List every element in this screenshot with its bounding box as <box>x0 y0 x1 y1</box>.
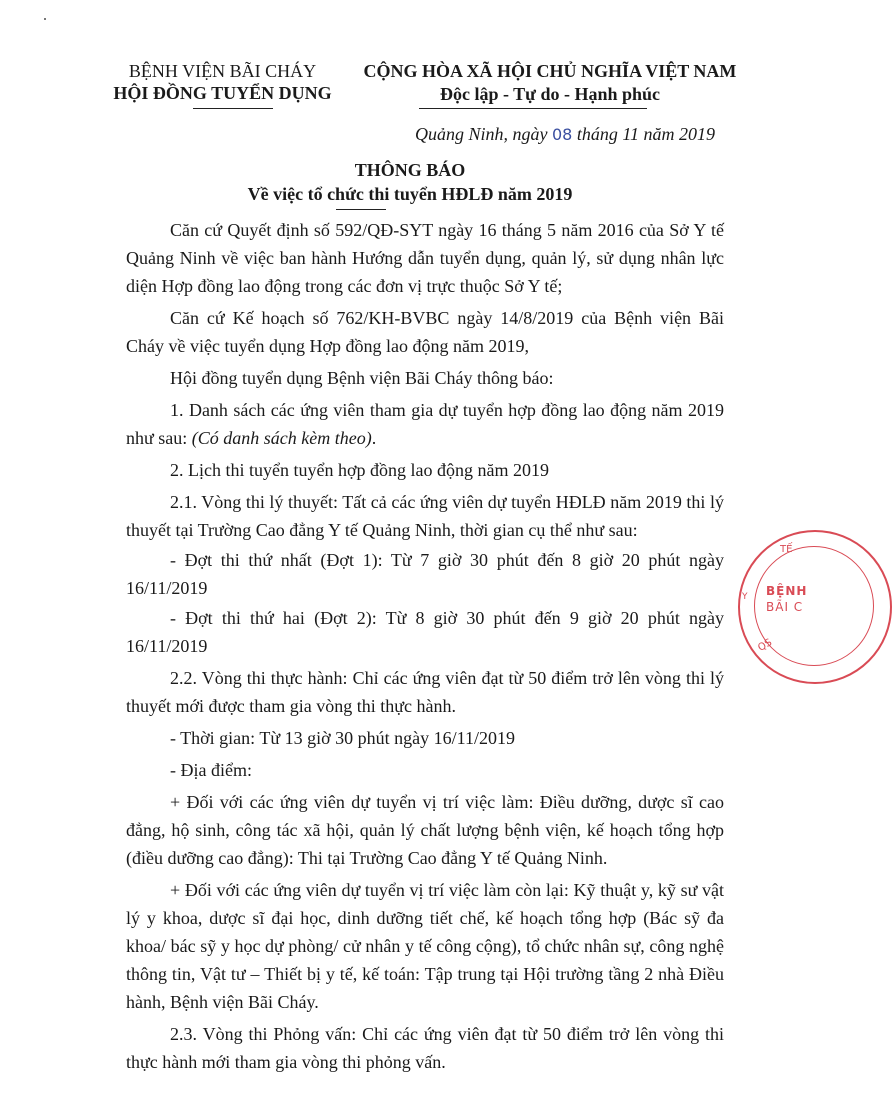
document-body <box>126 216 724 1080</box>
dateline <box>415 124 715 145</box>
seal-text-top: TẾ <box>780 544 793 555</box>
dateline-prefix: Quảng Ninh, ngày <box>415 124 552 144</box>
document-subtitle: Về việc tổ chức thi tuyển HĐLĐ năm 2019 <box>247 184 573 204</box>
paragraph-section-2: 2. Lịch thi tuyển tuyển hợp đồng lao động năm 2019 <box>170 460 549 480</box>
paragraph-section-1 <box>126 396 724 452</box>
paragraph-section-2-2: 2.2. Vòng thi thực hành: Chỉ các ứng viên đạt từ 50 điểm trở lên vòng thi lý thuyết mới được tham gia vòng thi thực hành. <box>126 668 724 716</box>
paragraph-round-2: - Đợt thi thứ hai (Đợt 2): Từ 8 giờ 30 phút đến 9 giờ 20 phút ngày 16/11/2019 <box>126 608 724 656</box>
seal-text-left: Y <box>742 592 748 602</box>
seal-text-line-2: BÃI C <box>766 600 804 614</box>
section-1-italic-note: (Có danh sách kèm theo) <box>191 428 372 448</box>
paragraph-practical-time: - Thời gian: Từ 13 giờ 30 phút ngày 16/11/2019 <box>170 728 515 748</box>
national-motto: Độc lập - Tự do - Hạnh phúc <box>439 84 661 104</box>
motto-underline <box>419 108 647 109</box>
section-1-text: 1. Danh sách các ứng viên tham gia dự tuyển hợp đồng lao động năm 2019 như sau: <box>126 400 724 448</box>
seal-text-line-1: BỆNH <box>766 584 808 598</box>
dateline-suffix: tháng 11 năm 2019 <box>572 124 716 144</box>
paragraph-location-group-2: + Đối với các ứng viên dự tuyển vị trí việc làm còn lại: Kỹ thuật y, kỹ sư vật lý y khoa, dược sĩ đại học, dinh dưỡng tiết chế, kế hoạch tổng hợp (Bác sỹ đa khoa/ bác sỹ y học dự phòng/ cử nhân y tế công cộng), tổ chức nhân sự, công nghệ thông tin, Vật tư – Thiết bị y tế, kế toán: Tập trung tại Hội trường tầng 2 nhà Điều hành, Bệnh viện Bãi Cháy. <box>126 880 724 1012</box>
paragraph-location-group-1: + Đối với các ứng viên dự tuyển vị trí việc làm: Điều dưỡng, dược sĩ cao đẳng, hộ sinh, công tác xã hội, quản lý chất lượng bệnh viện, kế hoạch tổng hợp (điều dưỡng cao đẳng): Thi tại Trường Cao đẳng Y tế Quảng Ninh. <box>126 792 724 868</box>
organization-underline <box>193 108 273 109</box>
committee-name: HỘI ĐỒNG TUYỂN DỤNG <box>113 83 332 103</box>
paragraph-round-1: - Đợt thi thứ nhất (Đợt 1): Từ 7 giờ 30 phút đến 8 giờ 20 phút ngày 16/11/2019 <box>126 550 724 598</box>
handwritten-day: 08 <box>552 125 573 144</box>
national-header <box>340 60 760 106</box>
hospital-name: BỆNH VIỆN BÃI CHÁY <box>128 61 317 81</box>
paragraph-section-2-1: 2.1. Vòng thi lý thuyết: Tất cả các ứng viên dự tuyển HĐLĐ năm 2019 thi lý thuyết tại Trường Cao đẳng Y tế Quảng Ninh, thời gian cụ thể như sau: <box>126 492 724 540</box>
scan-speck <box>44 18 46 20</box>
paragraph-announcement: Hội đồng tuyển dụng Bệnh viện Bãi Cháy thông báo: <box>170 368 554 388</box>
paragraph-location-label: - Địa điểm: <box>170 760 252 780</box>
red-seal-stamp <box>738 530 892 684</box>
paragraph-section-2-3: 2.3. Vòng thi Phỏng vấn: Chỉ các ứng viên đạt từ 50 điểm trở lên vòng thi thực hành mới tham gia vòng thi phỏng vấn. <box>126 1024 724 1072</box>
organization-header <box>95 60 350 104</box>
document-title: THÔNG BÁO <box>354 160 466 180</box>
paragraph-legal-basis-2: Căn cứ Kế hoạch số 762/KH-BVBC ngày 14/8/2019 của Bệnh viện Bãi Cháy về việc tuyển dụng Hợp đồng lao động năm 2019, <box>126 308 724 356</box>
national-title: CỘNG HÒA XÃ HỘI CHỦ NGHĨA VIỆT NAM <box>363 61 737 81</box>
seal-text-bottom: QS <box>756 637 775 654</box>
paragraph-legal-basis-1: Căn cứ Quyết định số 592/QĐ-SYT ngày 16 tháng 5 năm 2016 của Sở Y tế Quảng Ninh về việc ban hành Hướng dẫn tuyển dụng, quản lý, sử dụng nhân lực diện Hợp đồng lao động trong các đơn vị trực thuộc Sở Y tế; <box>126 220 724 296</box>
subtitle-underline <box>336 209 386 210</box>
section-1-end: . <box>371 428 377 448</box>
